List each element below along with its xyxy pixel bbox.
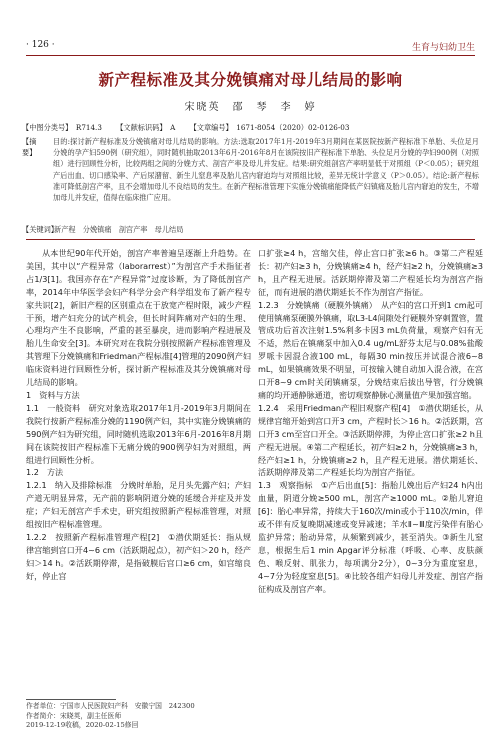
abstract [22, 136, 479, 203]
abstract-label: 【摘 要】 [22, 137, 44, 158]
body-paragraph: 1.3 观察指标 ①产后出血[5]：指胎儿娩出后产妇24 h内出血量，阴道分娩≥500 mL，剖宫产≥1000 mL。②胎儿窘迫[6]：胎心率异常，持续大于160次/min或小于110次/min，伴或不伴有反复晚期减速或变异减速；羊水Ⅱ~Ⅲ度污染伴有胎心监护异常；胎动异常，从频繁到减少，甚至消失。③新生儿窒息，根据生后1 min Apgar评分标准（呼吸、心率、皮肤颜色、喉反射、肌张力，每项满分2分），0~3分为重度窒息，4~7分为轻度窒息[5]。④比较各组产妇母儿并发症、剖宫产指征构成及剖宫产率。 [258, 480, 483, 594]
abstract-rule [26, 239, 475, 240]
article-title: 新产程标准及其分娩镇痛对母儿结局的影响 [98, 71, 403, 89]
document-code: 【文献标识码】 A [116, 123, 176, 132]
footnote [26, 702, 251, 731]
article-meta [22, 123, 479, 133]
keywords-label: 【关键词】 [22, 225, 58, 234]
article-number: 【文章编号】 1671-8054（2020）02-0126-03 [189, 123, 350, 132]
page-number: · 126 · [26, 40, 55, 50]
author-unit: 作者单位：宁国市人民医院妇产科 安徽宁国 242300 [26, 702, 195, 710]
footnote-rule [26, 699, 116, 700]
body-paragraph: 口扩张≥4 h，宫缩欠佳，停止宫口扩张≥6 h。③第二产程延长：初产妇≥3 h，分娩镇痛≥4 h，经产妇≥2 h，分娩镇痛≥3 h，且产程无进展。活跃期停滞及第二产程延长均为剖宫产指征，而有进展的潜伏期延长不作为剖宫产指征。 [258, 248, 483, 297]
journal-name: 生育与妇幼卫生 [411, 43, 475, 53]
running-header [26, 40, 475, 54]
received-dates: 2019-12-19收稿，2020-02-15修回 [26, 721, 139, 729]
body-column-right [258, 247, 483, 595]
body-paragraph: 1.2.3 分娩镇痛（硬膜外镇痛） 从产妇的宫口开到1 cm起可使用镇痛泵硬膜外镇痛，取L3-L4间隙处行硬膜外穿刺置管，置管成功后首次注射1.5%利多卡因3 mL负荷量，观察产妇有无不适，然后在镇痛泵中加入0.4 ug/mL舒芬太尼与0.08%盐酸罗哌卡因混合液100 mL，每隔30 min按压并试混合液6~8 mL，如果镇痛效果不明显，可按输入键自动加入混合液，在宫口开8~9 cm时关闭镇痛泵，分娩结束后拔出导管，行分娩镇痛的均开通静脉通道，密切观察静脉心测量值产果加强宫缩。 [258, 299, 483, 400]
authors: 宋晓英 邵 琴 李 婷 [184, 102, 317, 113]
body-paragraph: 1.2 方法 [26, 467, 64, 478]
keywords [22, 225, 479, 235]
clc-number: 【中图分类号】 R714.3 [22, 123, 102, 132]
body-paragraph: 1 资料与方法 [26, 389, 80, 400]
body-paragraph: 1.2.1 纳入及排除标准 分娩时单胎，足月头先露产妇；产妇产道无明显异常，无产前的影响阴道分娩的延缓合并症及并发症；产妇无剖宫产手术史，研究组按照新产程标准管理，对照组按旧产程标准管理。 [26, 480, 251, 530]
body-paragraph: 1.2.4 采用Friedman产程旧观察产程[4] ①潜伏期延长，从规律宫缩开始到宫口开3 cm，产程时长＞16 h。②活跃期，宫口开3 cm至宫口开全。③活跃期停滞，为停止宫口扩张≥2 h且产程无进展。④第二产程延长，初产妇≥2 h，分娩镇痛≥3 h，经产妇≥1 h，分娩镇痛≥2 h，且产程无进展。潜伏期延长、活跃期停滞及第二产程延长均为剖宫产指征。 [258, 402, 484, 478]
header-rule [26, 55, 475, 56]
body-paragraph: 1.2.2 按照新产程标准管理产程[2] ①潜伏期延长：指从规律宫缩到宫口开4~6 cm（活跃期起点），初产妇＞20 h，经产妇＞14 h。②活跃期停滞，是指破膜后宫口≥6 cm，如宫缩良好，停止宫 [26, 531, 251, 581]
body-paragraph: 1.1 一般资料 研究对象选取2017年1月-2019年3月期间在我院行按新产程标准分娩的1190例产妇，其中实施分娩镇痛的590例产妇为研究组，同时随机选取2013年6月-2016年8月期间在该院按旧产程标准下无痛分娩的900例孕妇为对照组，两组进行回顾性分析。 [26, 402, 251, 465]
body-column-left [26, 247, 251, 583]
keywords-text: 新产程 分娩镇痛 剖宫产率 母儿结局 [54, 225, 184, 234]
abstract-text: 目的:探讨新产程标准及分娩镇痛对母儿结局的影响。方法:选取2017年1月-2019年3月期间在某医院按新产程标准下单胎、头位足月分娩的孕产妇590例（研究组），同时随机抽取2013年6月-2016年8月在该院按旧产程标准下单胎、头位足月分娩的孕妇900例（对照组）进行回顾性分析，比较两组之间的分娩方式、剖宫产率及母儿并发症。结果:研究组剖宫产率明显低于对照组（P＜0.05）；研究组产后出血、切口感染率、产后尿潴留、新生儿窒息率及胎儿宫内窘迫均与对照组比较，差异无统计学意义（P＞0.05）。结论:新产程标准可降低剖宫产率，且不会增加母儿不良结局的发生。在新产程标准管理下实施分娩镇痛能降低产妇镇痛及胎儿宫内窘迫的发生，不增加母儿并发症，值得在临床推广应用。 [53, 137, 479, 203]
author-intro: 作者简介：宋晓英，副主任医师 [26, 711, 122, 720]
body-paragraph: 从本世纪90年代开始，剖宫产率普遍呈逐渐上升趋势。在美国，其中以“产程异常（laborarrest）”为剖宫产手术指征者占1/3[1]。我国亦存在“产程异常”过度诊断，为了降低剖宫产率，2014年中华医学会妇产科学分会产科学组发布了新产程专家共识[2]，新旧产程的区别重点在于放宽产程时限，减少产程干预，增产妇充分的试产机会，但长时间阵痛对产妇的生理、心理均产生不良影响，严重的甚至暴戾，进而影响产程进展及胎儿生命安全[3]。本研究对在我院分别按照新产程标准管理及其管理下分娩镇痛和Friedman产程标准[4]管理的2090例产妇临床资料进行回顾性分析，探讨新产程标准及其分娩镇痛对母儿结局的影响。 [26, 248, 251, 388]
